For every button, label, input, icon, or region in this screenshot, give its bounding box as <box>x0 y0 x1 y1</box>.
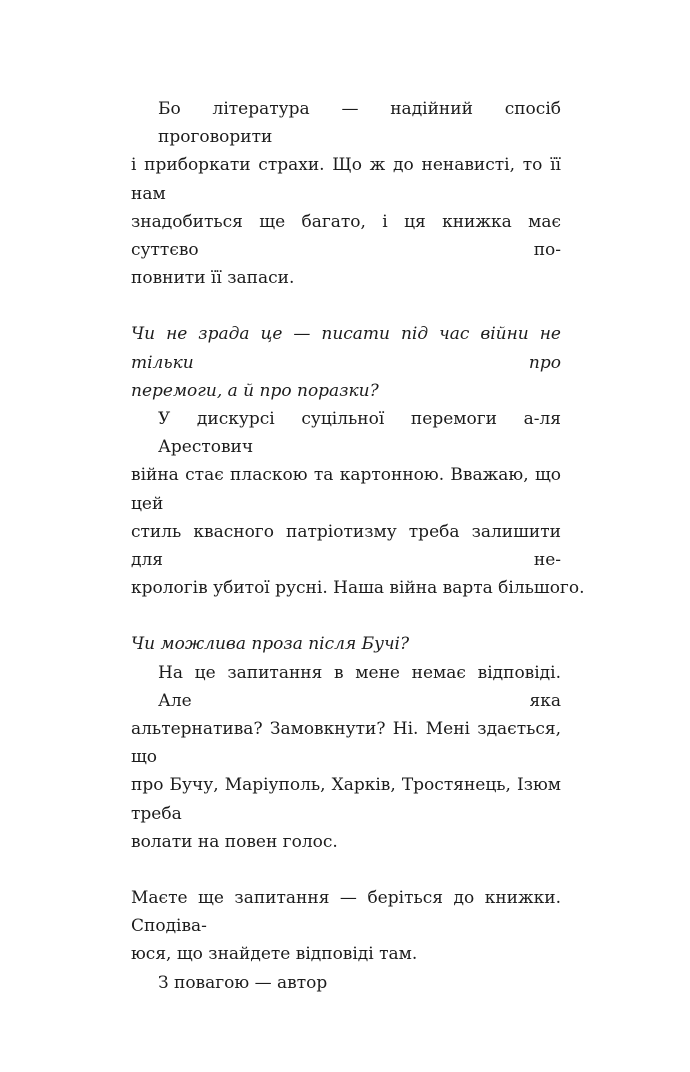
paragraph-gap <box>131 856 561 884</box>
paragraph-gap <box>131 292 561 320</box>
question-1-line-2: перемоги, а й про поразки? <box>131 380 379 401</box>
question-2-line-1: Чи можлива проза після Бучі? <box>131 634 410 655</box>
paragraph-1-line-3: знадобиться ще багато, і ця книжка має суттєво по- <box>131 211 561 261</box>
answer-1-line-4: крологів убитої русні. Наша війна варта більшого. <box>131 578 585 599</box>
closing-line-2: юся, що знайдете відповіді там. <box>131 944 418 965</box>
answer-2-line-4: волати на повен голос. <box>131 831 338 852</box>
paragraph-1-line-2: і приборкати страхи. Що ж до ненависті, то її нам <box>131 155 561 204</box>
answer-2-line-1: На це запитання в мене немає відповіді. Але яка <box>158 662 561 711</box>
answer-1-line-3: стиль кваcного патріотизму треба залишити для не- <box>131 521 561 571</box>
answer-1-line-2: війна стає плаcкою та картонною. Вважаю, що цей <box>131 465 561 514</box>
closing-line-1: Маєте ще запитання — беріться до книжки. Сподіва- <box>131 888 561 937</box>
answer-2-line-2: альтернатива? Замовкнути? Ні. Мені здається, що <box>131 719 561 768</box>
paragraph-gap <box>131 602 561 630</box>
page-text <box>131 95 585 997</box>
answer-1-line-1: У дискурсі суцільної перемоги а-ля Арестович <box>158 409 561 458</box>
paragraph-1-line-4: повнити її запаси. <box>131 268 295 289</box>
answer-2-line-3: про Бучу, Маріуполь, Харків, Тростянець, Ізюм треба <box>131 775 561 824</box>
signature: З повагою — автор <box>158 972 328 993</box>
paragraph-1-line-1: Бо література — надійний спосіб проговорити <box>158 99 561 148</box>
question-1-line-1: Чи не зрада це — писати під час війни не тільки про <box>131 324 561 373</box>
